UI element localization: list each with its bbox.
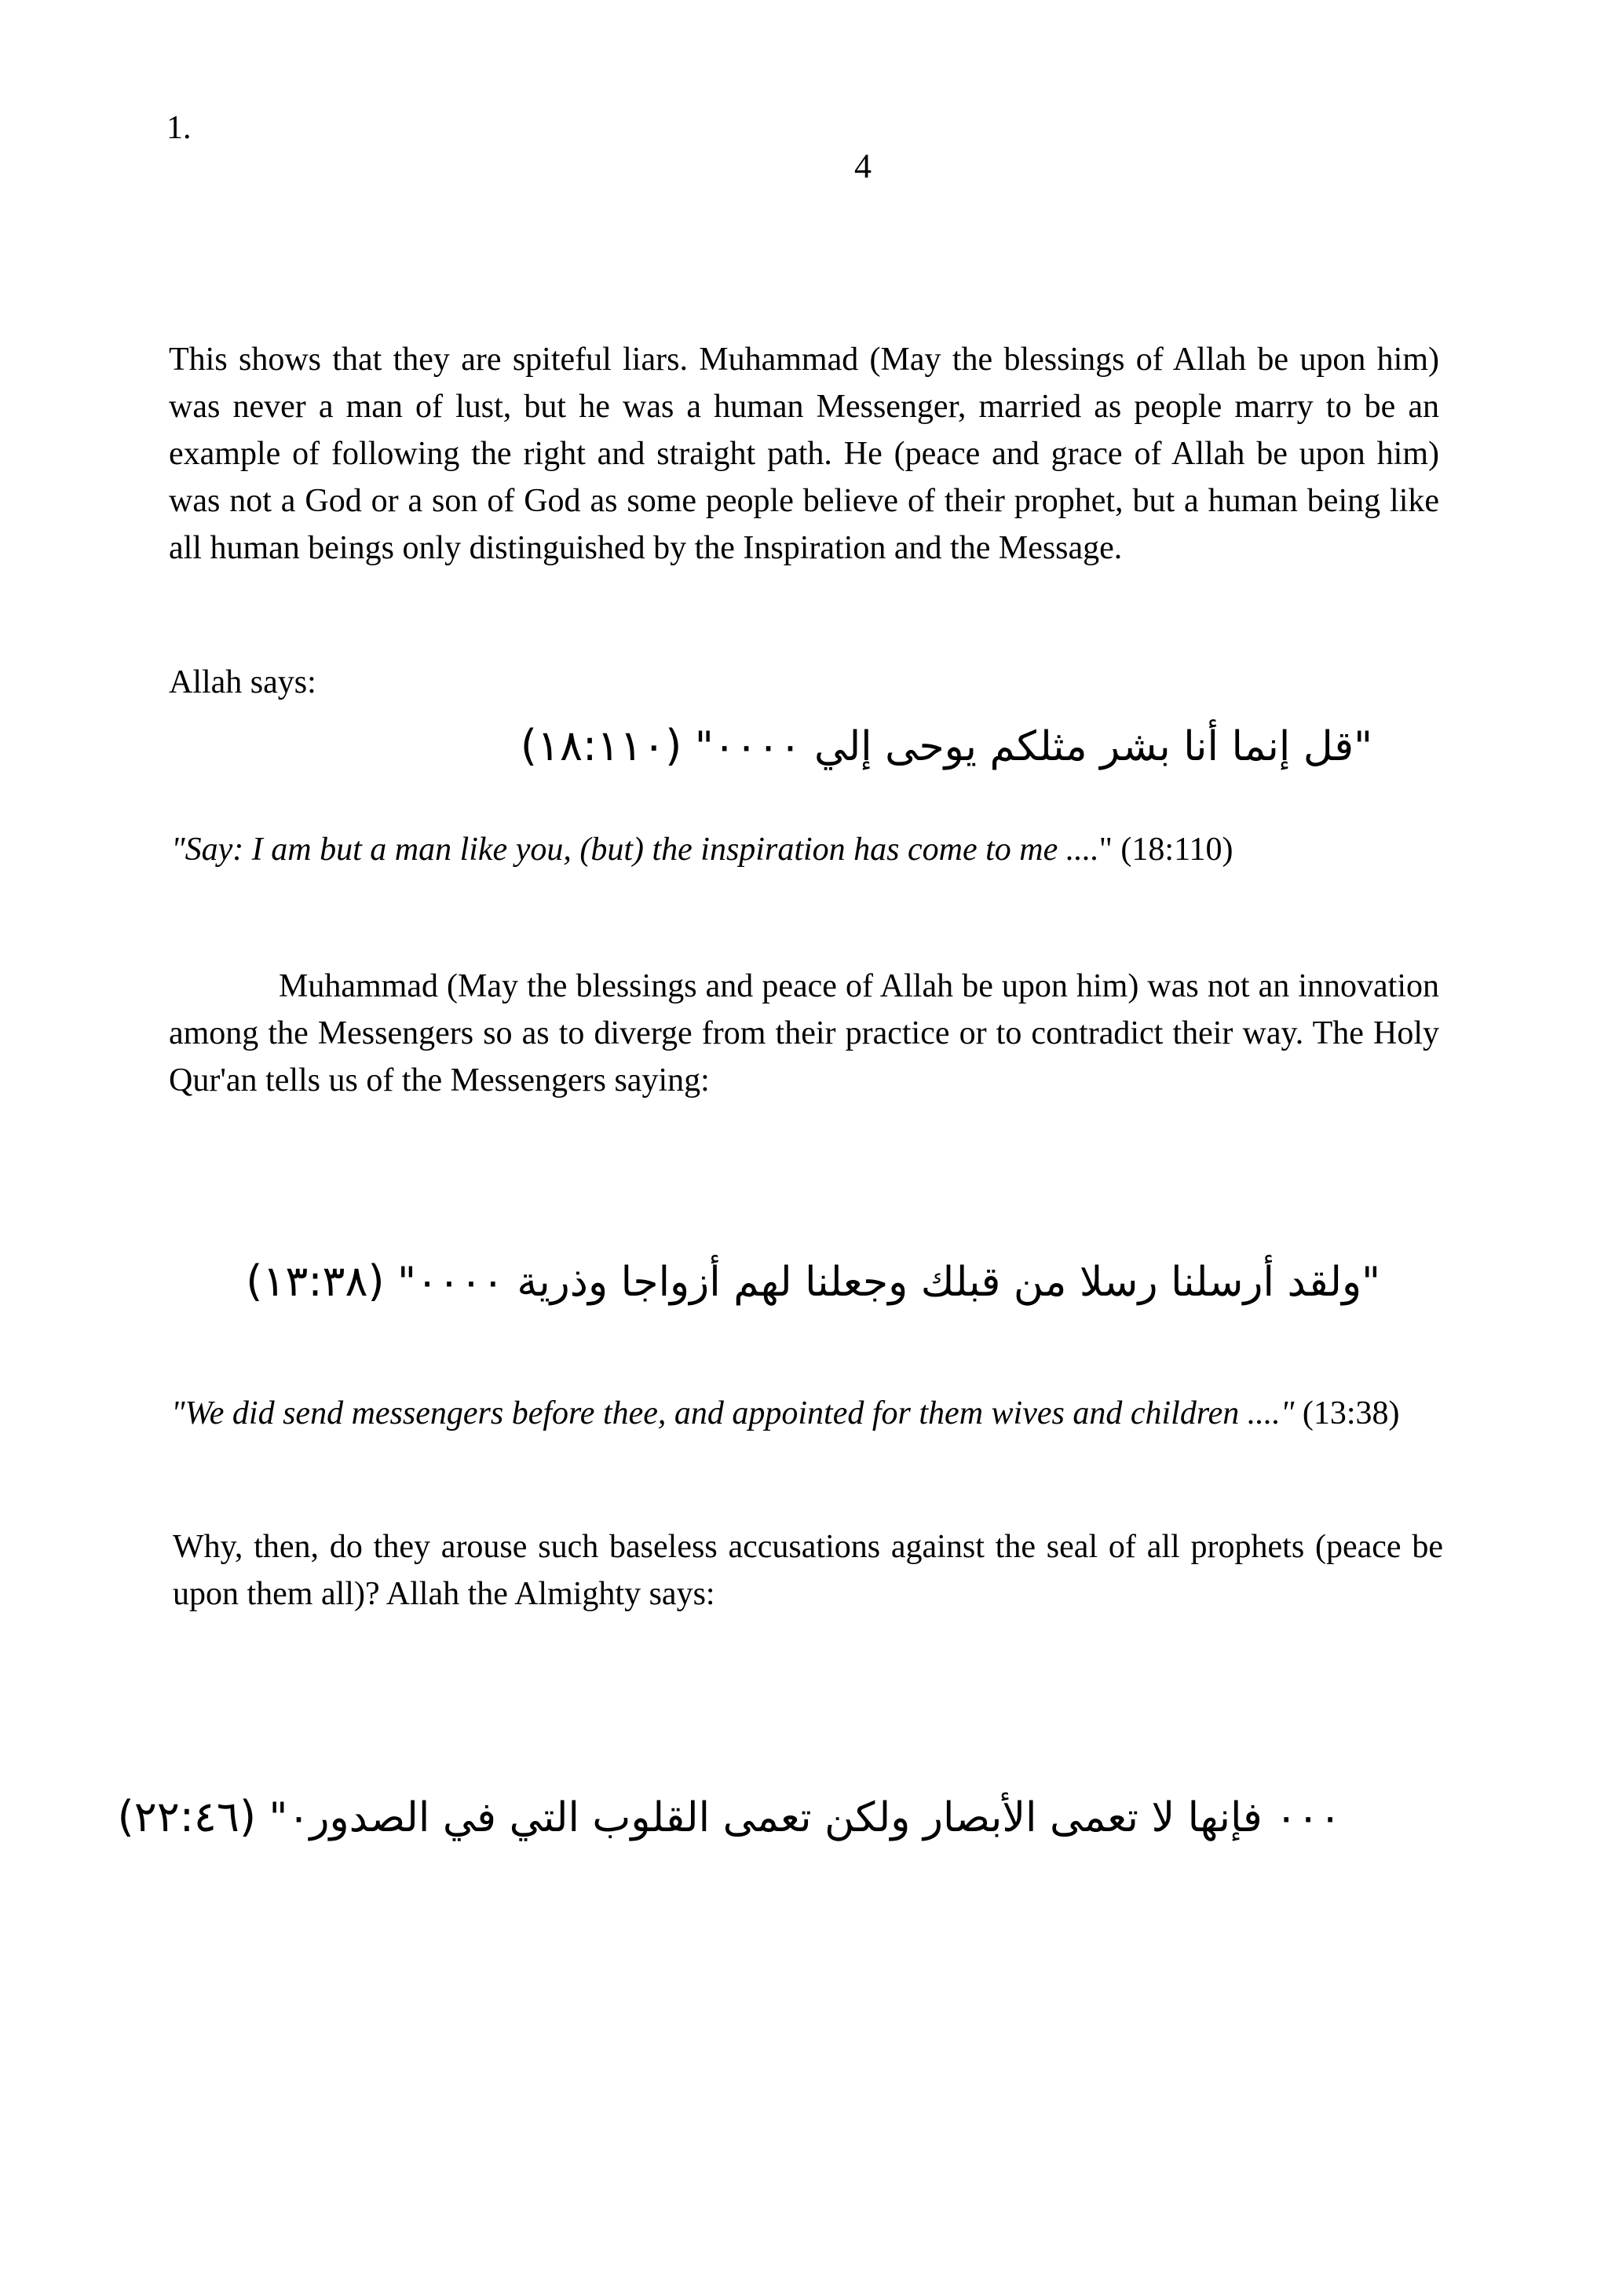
translation-verse-2	[171, 1390, 1443, 1437]
arabic-verse-1	[521, 721, 1372, 772]
page-number: 4	[854, 147, 872, 185]
allah-says-label: Allah says:	[169, 664, 316, 700]
arabic-verse-2-text: "ولقد أرسلنا رسلا من قبلك وجعلنا لهم أزواجا وذرية ٠٠٠٠"	[397, 1259, 1380, 1306]
arabic-verse-2	[246, 1256, 1380, 1307]
arabic-verse-1-ref: (١٨:١١٠)	[520, 721, 682, 770]
paragraph-messengers: Muhammad (May the blessings and peace of Allah be upon him) was not an innovation among the Messengers so as to diverge from their practice or to contradict their way. The Holy Qur'an tells us of the Messengers saying:	[169, 968, 1439, 1099]
paragraph-accusations: Why, then, do they arouse such baseless accusations against the seal of all prophets (peace be upon them all)? Allah the Almighty says:	[173, 1529, 1443, 1612]
paragraph-intro: This shows that they are spiteful liars. Muhammad (May the blessings of Allah be upon him) was never a man of lust, but he was a human Messenger, married as people marry to be an example of following the right and straight path. He (peace and grace of Allah be upon him) was not a God or a son of God as some people believe of their prophet, but a human being like all human beings only distinguished by the Inspiration and the Message.	[169, 342, 1439, 566]
translation-verse-1	[171, 826, 1443, 873]
arabic-verse-1-text: "قل إنما أنا بشر مثلكم يوحى إلي ٠٠٠٠"	[694, 723, 1372, 770]
translation-verse-2-text: "We did send messengers before thee, and appointed for them wives and children ...."	[171, 1395, 1295, 1431]
translation-verse-1-ref: " (18:110)	[1098, 832, 1233, 868]
corner-number: 1.	[166, 110, 192, 146]
arabic-verse-2-ref: (١٣:٣٨)	[246, 1256, 385, 1306]
arabic-verse-3-text: ٠٠٠ فإنها لا تعمى الأبصار ولكن تعمى القلوب التي في الصدور٠"	[269, 1794, 1341, 1841]
arabic-verse-3	[118, 1792, 1341, 1843]
translation-verse-1-text: "Say: I am but a man like you, (but) the inspiration has come to me ....	[171, 832, 1099, 868]
arabic-verse-3-ref: (٢٢:٤٦)	[117, 1792, 257, 1841]
translation-verse-2-ref: (13:38)	[1294, 1395, 1400, 1431]
